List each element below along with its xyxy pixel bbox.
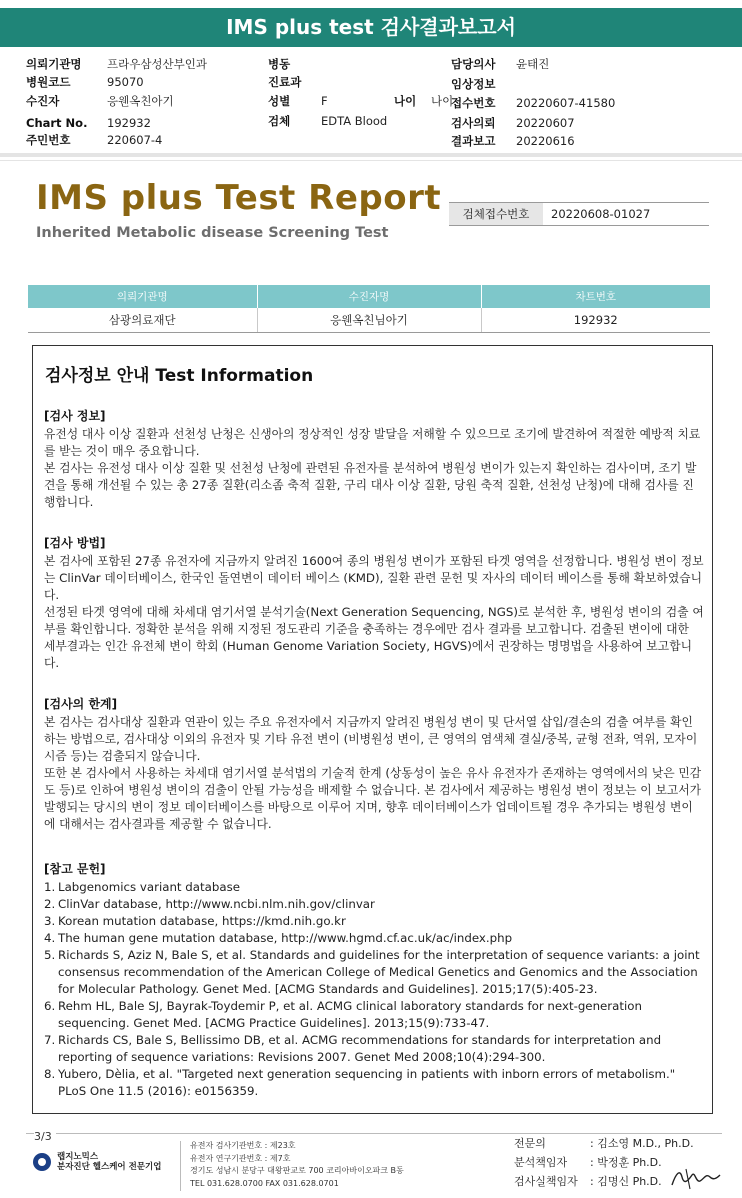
- cell-institution: 삼광의료재단: [28, 308, 257, 332]
- info-label: 검체: [268, 114, 291, 128]
- info-label: 수진자: [26, 94, 60, 108]
- sample-number-label: 검체접수번호: [449, 203, 543, 225]
- age-label: 나이: [394, 94, 417, 108]
- signer-role: 전문의: [514, 1137, 546, 1150]
- info-value: EDTA Blood: [321, 114, 388, 128]
- signer-row: [514, 1153, 694, 1172]
- client-table: [28, 285, 710, 333]
- meta-line: 경기도 성남시 분당구 대왕판교로 700 코리아바이오파크 B동: [190, 1166, 404, 1175]
- info-value: 프라우삼성산부인과: [107, 57, 207, 71]
- report-title: IMS plus Test Report: [36, 178, 442, 218]
- signer-row: [514, 1172, 694, 1191]
- signer-role: 분석책임자: [514, 1156, 568, 1169]
- page-number: 3/3: [34, 1130, 56, 1143]
- column-header-chart-no: 차트번호: [481, 285, 710, 308]
- cell-patient: 응웬옥친님아기: [257, 308, 481, 332]
- list-item: [44, 879, 704, 896]
- signature-icon: [668, 1163, 722, 1191]
- info-value: 95070: [107, 75, 144, 89]
- sample-number-box: [449, 202, 709, 226]
- meta-line: TEL 031.628.0700 FAX 031.628.0701: [190, 1178, 339, 1188]
- info-label: 진료과: [268, 75, 302, 89]
- meta-line: 유전자 검사기관번호 : 제23호: [190, 1141, 296, 1150]
- table-row: [28, 308, 710, 332]
- meta-line: 유전자 연구기관번호 : 제7호: [190, 1153, 291, 1163]
- test-information-title: 검사정보 안내 Test Information: [45, 366, 314, 386]
- signers-block: [514, 1134, 694, 1191]
- column-header-patient: 수진자명: [257, 285, 481, 308]
- signer-name: : 박정훈 Ph.D.: [590, 1156, 662, 1169]
- info-label: 병동: [268, 57, 291, 71]
- info-label: 의뢰기관명: [26, 57, 82, 71]
- reference-text: Yubero, Dèlia, et al. "Targeted next generation sequencing in patients with inborn errors of metabolism." PLoS One 11.5 (2016): e0156359.: [58, 1067, 676, 1098]
- list-item: [44, 998, 704, 1032]
- test-information-box: [32, 345, 713, 1114]
- list-item: [44, 1032, 704, 1066]
- info-value: 20220607: [516, 116, 575, 130]
- reference-number: 4.: [44, 931, 56, 945]
- list-item: [44, 930, 704, 947]
- info-value: 220607-4: [107, 133, 163, 147]
- logo-line: 랩지노믹스: [57, 1152, 99, 1162]
- reference-text: Richards CS, Bale S, Bellissimo DB, et al. ACMG recommendations for standards for interpretation and reporting of sequence variations: Revisions 2007. Genet Med 2008;10(4):294-300.: [58, 1033, 662, 1064]
- section-heading: [검사 정보]: [44, 409, 106, 423]
- signer-role: 검사실책임자: [514, 1175, 578, 1188]
- info-label: 성별: [268, 94, 291, 108]
- reference-number: 7.: [44, 1033, 56, 1047]
- reference-text: The human gene mutation database, http://www.hgmd.cf.ac.uk/ac/index.php: [58, 931, 513, 945]
- cell-chart-no: 192932: [481, 308, 710, 332]
- info-value: F: [321, 94, 328, 108]
- sample-number-value: 20220608-01027: [551, 207, 651, 221]
- client-table-header-row: [28, 285, 710, 308]
- section-test-info: [44, 408, 704, 511]
- section-paragraph: 본 검사는 유전성 대사 이상 질환 및 선천성 난청에 관련된 유전자를 분석하여 병원성 변이가 있는지 확인하는 검사이며, 조기 발견을 통해 개선될 수 있는 총 27종 질환(리소좀 축적 질환, 구리 대사 이상 질환, 당원 축적 질환, 선천성 난청)에 대해 검사를 진행합니다.: [44, 461, 697, 509]
- company-logo: [33, 1152, 161, 1172]
- info-value: 20220607-41580: [516, 96, 616, 110]
- report-subtitle: Inherited Metabolic disease Screening Test: [36, 225, 389, 241]
- reference-number: 1.: [44, 880, 56, 894]
- section-test-method: [44, 535, 704, 672]
- reference-text: Labgenomics variant database: [58, 880, 240, 894]
- info-label: 접수번호: [451, 96, 496, 110]
- info-value: 20220616: [516, 134, 575, 148]
- logo-line: 분자진단 헬스케어 전문기업: [57, 1162, 162, 1172]
- list-item: [44, 1066, 704, 1100]
- section-heading: [검사 방법]: [44, 536, 106, 550]
- section-paragraph: 선정된 타겟 영역에 대해 차세대 염기서열 분석기술(Next Generation Sequencing, NGS)로 분석한 후, 병원성 변이의 검출 여부를 확인합니다. 정확한 분석을 위해 지정된 정도관리 기준을 충족하는 경우에만 검사 결과를 보고합니다. 검출된 변이에 대한 세부결과는 인간 유전체 변이 학회 (Human Genome Variation Society, HGVS)에서 권장하는 명명법을 사용하여 보고합니다.: [44, 605, 704, 670]
- signer-name: : 김소영 M.D., Ph.D.: [590, 1137, 694, 1150]
- section-paragraph: 본 검사에 포함된 27종 유전자에 지금까지 알려진 1600여 종의 병원성 변이가 포함된 타겟 영역을 선정합니다. 병원성 변이 정보는 ClinVar 데이터베이스, 한국인 돌연변이 데이터 베이스 (KMD), 질환 관련 문헌 및 자사의 데이터 베이스를 통해 확보하였습니다.: [44, 554, 704, 602]
- signer-name: : 김명신 Ph.D.: [590, 1175, 662, 1188]
- page-footer: [0, 1127, 742, 1198]
- report-banner: IMS plus test 검사결과보고서: [0, 8, 742, 47]
- info-label: 임상정보: [451, 77, 496, 91]
- column-header-institution: 의뢰기관명: [28, 285, 257, 308]
- section-paragraph: 유전성 대사 이상 질환과 선천성 난청은 신생아의 정상적인 성장 발달을 저해할 수 있으므로 조기에 발견하여 적절한 예방적 치료를 받는 것이 매우 중요합니다.: [44, 427, 701, 458]
- list-item: [44, 947, 704, 998]
- info-value: 응웬옥친아기: [107, 94, 174, 108]
- age-value: 나이: [431, 94, 454, 108]
- info-value: 윤태진: [516, 57, 550, 71]
- info-label: 병원코드: [26, 75, 71, 89]
- section-divider-thin: [0, 160, 742, 161]
- reference-number: 2.: [44, 897, 56, 911]
- info-value: 192932: [107, 116, 151, 130]
- footer-divider: [180, 1141, 181, 1191]
- reference-number: 8.: [44, 1067, 56, 1081]
- reference-number: 5.: [44, 948, 56, 962]
- section-heading: [참고 문헌]: [44, 862, 106, 876]
- reference-text: Richards S, Aziz N, Bale S, et al. Standards and guidelines for the interpretation of sequence variants: a joint consensus recommendation of the American College of Medical Genetics and Genomics and the Association for Molecular Pathology. Genet Med. [ACMG Standards and Guidelines]. 2015;17(5):405-23.: [58, 948, 700, 996]
- list-item: [44, 896, 704, 913]
- institution-meta: [190, 1140, 404, 1190]
- reference-text: Rehm HL, Bale SJ, Bayrak-Toydemir P, et al. ACMG clinical laboratory standards for next-generation sequencing. Genet Med. [ACMG Practice Guidelines]. 2013;15(9):733-47.: [58, 999, 642, 1030]
- reference-list: [44, 879, 704, 1100]
- logo-mark-icon: [33, 1153, 51, 1171]
- info-label: 결과보고: [451, 134, 496, 148]
- section-heading: [검사의 한계]: [44, 697, 118, 711]
- info-label: 주민번호: [26, 133, 71, 147]
- signer-row: [514, 1134, 694, 1153]
- section-test-limitations: [44, 696, 704, 833]
- section-paragraph: 또한 본 검사에서 사용하는 차세대 염기서열 분석법의 기술적 한계 (상동성이 높은 유사 유전자가 존재하는 영역에서의 낮은 민감도 등)로 인하여 병원성 변이의 검출이 안될 가능성을 배제할 수 없습니다. 본 검사에서 제공하는 병원성 변이 정보는 이 보고서가 발행되는 당시의 변이 정보 데이터베이스를 바탕으로 이루어 지며, 향후 데이터베이스가 업데이트될 경우 추가되는 병원성 변이에 대해서는 검사결과를 제공할 수 없습니다.: [44, 766, 702, 831]
- list-item: [44, 913, 704, 930]
- info-label: 담당의사: [451, 57, 496, 71]
- section-references: [44, 861, 704, 1100]
- reference-text: ClinVar database, http://www.ncbi.nlm.nih.gov/clinvar: [58, 897, 375, 911]
- section-divider: [0, 153, 742, 157]
- reference-number: 3.: [44, 914, 56, 928]
- reference-number: 6.: [44, 999, 56, 1013]
- reference-text: Korean mutation database, https://kmd.nih.go.kr: [58, 914, 346, 928]
- info-label: Chart No.: [26, 116, 88, 130]
- section-paragraph: 본 검사는 검사대상 질환과 연관이 있는 주요 유전자에서 지금까지 알려진 병원성 변이 및 단서열 삽입/결손의 검출 여부를 확인하는 방법으로, 검사대상 이외의 유전자 및 기타 유전 변이 (비병원성 변이, 큰 영역의 염색체 결실/중복, 균형 전좌, 역위, 모자이시즘 등)는 검출되지 않습니다.: [44, 715, 698, 763]
- info-label: 검사의뢰: [451, 116, 496, 130]
- logo-text: [57, 1152, 161, 1172]
